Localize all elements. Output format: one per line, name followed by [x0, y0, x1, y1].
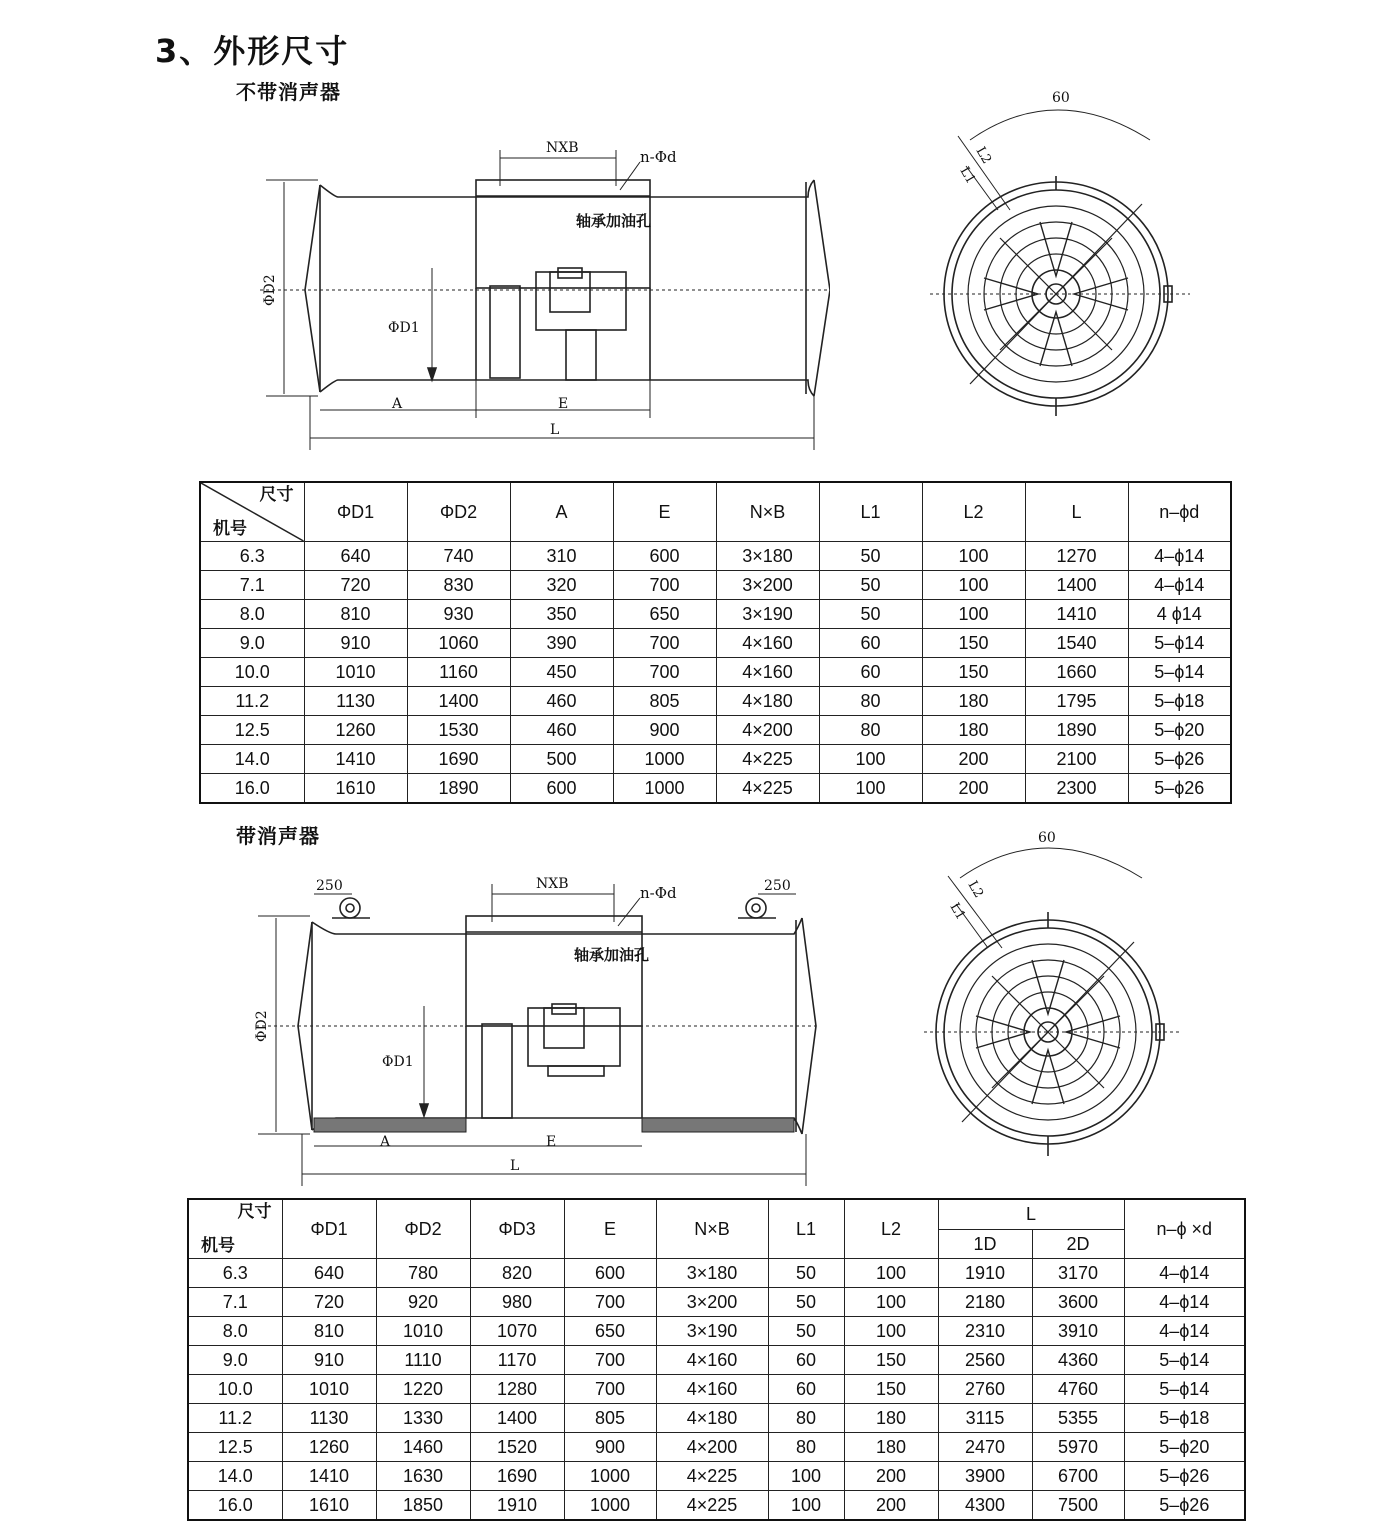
value-cell: 1000: [613, 774, 716, 804]
l-label: L: [510, 1158, 520, 1174]
value-cell: 4–ϕ14: [1128, 542, 1231, 571]
model-cell: 7.1: [188, 1288, 282, 1317]
header-d1: ΦD1: [282, 1199, 376, 1259]
value-cell: 4×225: [716, 745, 819, 774]
table-header-row: [188, 1199, 1245, 1229]
table-row: [188, 1491, 1245, 1521]
value-cell: 1890: [407, 774, 510, 804]
value-cell: 4×160: [716, 629, 819, 658]
value-cell: 5–ϕ26: [1124, 1491, 1245, 1521]
value-cell: 3600: [1032, 1288, 1124, 1317]
angle-label: 60: [1038, 830, 1056, 846]
value-cell: 1540: [1025, 629, 1128, 658]
value-cell: 1520: [470, 1433, 564, 1462]
dimension-table-no-silencer: [199, 481, 1232, 804]
model-cell: 14.0: [200, 745, 304, 774]
value-cell: 1130: [282, 1404, 376, 1433]
model-cell: 8.0: [200, 600, 304, 629]
value-cell: 1260: [304, 716, 407, 745]
value-cell: 100: [844, 1317, 938, 1346]
value-cell: 600: [564, 1259, 656, 1288]
value-cell: 1400: [470, 1404, 564, 1433]
angle-label: 60: [1052, 90, 1070, 106]
oil-hole-label: 轴承加油孔: [576, 212, 652, 230]
value-cell: 100: [844, 1259, 938, 1288]
model-cell: 9.0: [200, 629, 304, 658]
table-header-row: [200, 482, 1231, 542]
corner-cell: [188, 1199, 282, 1259]
header-d1: ΦD1: [304, 482, 407, 542]
value-cell: 50: [768, 1259, 844, 1288]
value-cell: 60: [768, 1346, 844, 1375]
value-cell: 80: [768, 1433, 844, 1462]
header-nxb: N×B: [656, 1199, 768, 1259]
model-cell: 12.5: [188, 1433, 282, 1462]
value-cell: 1530: [407, 716, 510, 745]
table-row: [200, 716, 1231, 745]
value-cell: 900: [564, 1433, 656, 1462]
model-cell: 16.0: [200, 774, 304, 804]
value-cell: 2180: [938, 1288, 1032, 1317]
value-cell: 810: [304, 600, 407, 629]
value-cell: 50: [768, 1288, 844, 1317]
oil-hole-label: 轴承加油孔: [574, 946, 650, 964]
value-cell: 200: [922, 774, 1025, 804]
table-row: [188, 1259, 1245, 1288]
value-cell: 6700: [1032, 1462, 1124, 1491]
value-cell: 4300: [938, 1491, 1032, 1521]
value-cell: 700: [613, 629, 716, 658]
d2-label: ΦD2: [254, 1010, 270, 1042]
value-cell: 5–ϕ14: [1124, 1375, 1245, 1404]
value-cell: 1610: [304, 774, 407, 804]
model-cell: 10.0: [200, 658, 304, 687]
value-cell: 5–ϕ26: [1128, 745, 1231, 774]
value-cell: 920: [376, 1288, 470, 1317]
value-cell: 200: [844, 1491, 938, 1521]
value-cell: 805: [564, 1404, 656, 1433]
table-row: [200, 571, 1231, 600]
value-cell: 1630: [376, 1462, 470, 1491]
table-row: [200, 774, 1231, 804]
value-cell: 900: [613, 716, 716, 745]
d2-label: ΦD2: [262, 274, 278, 306]
model-cell: 16.0: [188, 1491, 282, 1521]
header-n-d: n–ϕ ×d: [1124, 1199, 1245, 1259]
value-cell: 4×225: [716, 774, 819, 804]
table-row: [200, 658, 1231, 687]
l2-label: L2: [964, 878, 986, 901]
l1-label: L1: [946, 900, 968, 923]
model-cell: 10.0: [188, 1375, 282, 1404]
value-cell: 650: [564, 1317, 656, 1346]
value-cell: 1910: [470, 1491, 564, 1521]
value-cell: 180: [922, 716, 1025, 745]
value-cell: 910: [304, 629, 407, 658]
corner-bottom-label: 机号: [213, 519, 247, 538]
value-cell: 1170: [470, 1346, 564, 1375]
value-cell: 640: [282, 1259, 376, 1288]
header-e: E: [613, 482, 716, 542]
value-cell: 5–ϕ26: [1128, 774, 1231, 804]
value-cell: 4×225: [656, 1491, 768, 1521]
model-cell: 9.0: [188, 1346, 282, 1375]
value-cell: 1000: [564, 1491, 656, 1521]
value-cell: 1400: [1025, 571, 1128, 600]
table-row: [188, 1433, 1245, 1462]
value-cell: 5–ϕ20: [1128, 716, 1231, 745]
value-cell: 80: [768, 1404, 844, 1433]
front-view-drawing-no-silencer: [920, 80, 1190, 420]
value-cell: 740: [407, 542, 510, 571]
value-cell: 1330: [376, 1404, 470, 1433]
corner-bottom-label: 机号: [201, 1236, 235, 1255]
value-cell: 50: [768, 1317, 844, 1346]
a-label: A: [392, 396, 403, 412]
model-cell: 12.5: [200, 716, 304, 745]
value-cell: 2760: [938, 1375, 1032, 1404]
d250-right-label: 250: [764, 878, 791, 894]
header-a: A: [510, 482, 613, 542]
value-cell: 100: [819, 745, 922, 774]
l-label: L: [550, 422, 560, 438]
value-cell: 1850: [376, 1491, 470, 1521]
value-cell: 2470: [938, 1433, 1032, 1462]
subheader-1d: 1D: [938, 1229, 1032, 1258]
value-cell: 150: [922, 658, 1025, 687]
table-row: [200, 687, 1231, 716]
value-cell: 460: [510, 687, 613, 716]
value-cell: 700: [564, 1375, 656, 1404]
header-l2: L2: [844, 1199, 938, 1259]
value-cell: 700: [564, 1288, 656, 1317]
value-cell: 180: [844, 1404, 938, 1433]
value-cell: 150: [844, 1375, 938, 1404]
table-row: [200, 629, 1231, 658]
value-cell: 1160: [407, 658, 510, 687]
value-cell: 180: [922, 687, 1025, 716]
value-cell: 100: [768, 1491, 844, 1521]
e-label: E: [558, 396, 569, 412]
value-cell: 5–ϕ14: [1124, 1346, 1245, 1375]
value-cell: 4–ϕ14: [1124, 1317, 1245, 1346]
value-cell: 60: [768, 1375, 844, 1404]
value-cell: 4–ϕ14: [1128, 571, 1231, 600]
value-cell: 3×180: [716, 542, 819, 571]
value-cell: 1690: [470, 1462, 564, 1491]
value-cell: 1410: [1025, 600, 1128, 629]
value-cell: 60: [819, 629, 922, 658]
value-cell: 1910: [938, 1259, 1032, 1288]
header-d3: ΦD3: [470, 1199, 564, 1259]
value-cell: 600: [510, 774, 613, 804]
value-cell: 200: [844, 1462, 938, 1491]
value-cell: 5–ϕ14: [1128, 658, 1231, 687]
value-cell: 5–ϕ18: [1124, 1404, 1245, 1433]
value-cell: 3×200: [656, 1288, 768, 1317]
value-cell: 4×180: [716, 687, 819, 716]
model-cell: 6.3: [188, 1259, 282, 1288]
table-row: [188, 1404, 1245, 1433]
value-cell: 5–ϕ18: [1128, 687, 1231, 716]
value-cell: 100: [922, 542, 1025, 571]
value-cell: 830: [407, 571, 510, 600]
value-cell: 600: [613, 542, 716, 571]
value-cell: 2100: [1025, 745, 1128, 774]
value-cell: 1660: [1025, 658, 1128, 687]
header-l1: L1: [819, 482, 922, 542]
value-cell: 3×190: [716, 600, 819, 629]
value-cell: 700: [613, 658, 716, 687]
value-cell: 1410: [282, 1462, 376, 1491]
corner-cell: [200, 482, 304, 542]
value-cell: 1010: [304, 658, 407, 687]
model-cell: 14.0: [188, 1462, 282, 1491]
table-row: [188, 1288, 1245, 1317]
header-nxb: N×B: [716, 482, 819, 542]
value-cell: 910: [282, 1346, 376, 1375]
value-cell: 4×160: [716, 658, 819, 687]
value-cell: 100: [922, 571, 1025, 600]
value-cell: 700: [564, 1346, 656, 1375]
table-row: [188, 1317, 1245, 1346]
value-cell: 1460: [376, 1433, 470, 1462]
nxb-label: NXB: [546, 140, 579, 156]
table-row: [188, 1346, 1245, 1375]
value-cell: 1610: [282, 1491, 376, 1521]
header-l: L: [938, 1199, 1124, 1229]
value-cell: 1795: [1025, 687, 1128, 716]
value-cell: 720: [282, 1288, 376, 1317]
value-cell: 1260: [282, 1433, 376, 1462]
value-cell: 1010: [282, 1375, 376, 1404]
model-cell: 11.2: [200, 687, 304, 716]
value-cell: 4×180: [656, 1404, 768, 1433]
value-cell: 1070: [470, 1317, 564, 1346]
value-cell: 640: [304, 542, 407, 571]
value-cell: 3×180: [656, 1259, 768, 1288]
value-cell: 4–ϕ14: [1124, 1288, 1245, 1317]
a-label: A: [380, 1134, 391, 1150]
value-cell: 2560: [938, 1346, 1032, 1375]
value-cell: 1060: [407, 629, 510, 658]
value-cell: 1110: [376, 1346, 470, 1375]
value-cell: 980: [470, 1288, 564, 1317]
value-cell: 3910: [1032, 1317, 1124, 1346]
value-cell: 100: [844, 1288, 938, 1317]
value-cell: 1400: [407, 687, 510, 716]
value-cell: 4×160: [656, 1375, 768, 1404]
value-cell: 3×190: [656, 1317, 768, 1346]
value-cell: 100: [768, 1462, 844, 1491]
value-cell: 1270: [1025, 542, 1128, 571]
subheader-2d: 2D: [1032, 1229, 1124, 1258]
header-n-d: n–ϕd: [1128, 482, 1231, 542]
value-cell: 930: [407, 600, 510, 629]
nphid-label: n-Φd: [640, 884, 677, 902]
value-cell: 460: [510, 716, 613, 745]
value-cell: 100: [819, 774, 922, 804]
value-cell: 5970: [1032, 1433, 1124, 1462]
d250-left-label: 250: [316, 878, 343, 894]
value-cell: 4760: [1032, 1375, 1124, 1404]
value-cell: 1000: [613, 745, 716, 774]
value-cell: 5–ϕ26: [1124, 1462, 1245, 1491]
value-cell: 150: [844, 1346, 938, 1375]
section-title-with-silencer: 带消声器: [236, 824, 320, 848]
table-row: [188, 1462, 1245, 1491]
value-cell: 50: [819, 600, 922, 629]
value-cell: 2300: [1025, 774, 1128, 804]
value-cell: 150: [922, 629, 1025, 658]
value-cell: 4×160: [656, 1346, 768, 1375]
value-cell: 4–ϕ14: [1124, 1259, 1245, 1288]
l1-label: L1: [956, 164, 978, 187]
value-cell: 700: [613, 571, 716, 600]
value-cell: 4×200: [716, 716, 819, 745]
header-d2: ΦD2: [407, 482, 510, 542]
value-cell: 3×200: [716, 571, 819, 600]
value-cell: 100: [922, 600, 1025, 629]
header-l2: L2: [922, 482, 1025, 542]
table-row: [200, 542, 1231, 571]
value-cell: 80: [819, 716, 922, 745]
value-cell: 390: [510, 629, 613, 658]
value-cell: 4×225: [656, 1462, 768, 1491]
value-cell: 3900: [938, 1462, 1032, 1491]
value-cell: 1130: [304, 687, 407, 716]
value-cell: 3170: [1032, 1259, 1124, 1288]
side-view-drawing-no-silencer: [250, 130, 830, 460]
value-cell: 820: [470, 1259, 564, 1288]
value-cell: 80: [819, 687, 922, 716]
value-cell: 5–ϕ14: [1128, 629, 1231, 658]
value-cell: 60: [819, 658, 922, 687]
model-cell: 8.0: [188, 1317, 282, 1346]
header-e: E: [564, 1199, 656, 1259]
value-cell: 200: [922, 745, 1025, 774]
value-cell: 4360: [1032, 1346, 1124, 1375]
table-row: [200, 600, 1231, 629]
page-heading: 3、外形尺寸: [155, 32, 350, 70]
e-label: E: [546, 1134, 557, 1150]
nphid-label: n-Φd: [640, 148, 677, 166]
value-cell: 720: [304, 571, 407, 600]
value-cell: 1280: [470, 1375, 564, 1404]
header-l: L: [1025, 482, 1128, 542]
value-cell: 350: [510, 600, 613, 629]
d1-label: ΦD1: [382, 1054, 414, 1070]
value-cell: 450: [510, 658, 613, 687]
value-cell: 180: [844, 1433, 938, 1462]
value-cell: 805: [613, 687, 716, 716]
nxb-label: NXB: [536, 876, 569, 892]
value-cell: 50: [819, 571, 922, 600]
table-row: [200, 745, 1231, 774]
value-cell: 5355: [1032, 1404, 1124, 1433]
section-title-no-silencer: 不带消声器: [236, 80, 341, 104]
d1-label: ΦD1: [388, 320, 420, 336]
header-d2: ΦD2: [376, 1199, 470, 1259]
value-cell: 4 ϕ14: [1128, 600, 1231, 629]
value-cell: 310: [510, 542, 613, 571]
value-cell: 4×200: [656, 1433, 768, 1462]
value-cell: 1220: [376, 1375, 470, 1404]
corner-top-label: 尺寸: [237, 1202, 272, 1221]
value-cell: 50: [819, 542, 922, 571]
value-cell: 500: [510, 745, 613, 774]
model-cell: 7.1: [200, 571, 304, 600]
value-cell: 1690: [407, 745, 510, 774]
corner-top-label: 尺寸: [259, 485, 294, 504]
value-cell: 1890: [1025, 716, 1128, 745]
value-cell: 7500: [1032, 1491, 1124, 1521]
table-row: [188, 1375, 1245, 1404]
dimension-table-with-silencer: [187, 1198, 1246, 1521]
l2-label: L2: [972, 144, 994, 167]
model-cell: 6.3: [200, 542, 304, 571]
value-cell: 2310: [938, 1317, 1032, 1346]
value-cell: 1010: [376, 1317, 470, 1346]
value-cell: 1410: [304, 745, 407, 774]
front-view-drawing-with-silencer: [920, 822, 1190, 1162]
value-cell: 3115: [938, 1404, 1032, 1433]
value-cell: 1000: [564, 1462, 656, 1491]
side-view-drawing-with-silencer: [250, 870, 830, 1190]
value-cell: 780: [376, 1259, 470, 1288]
value-cell: 650: [613, 600, 716, 629]
model-cell: 11.2: [188, 1404, 282, 1433]
value-cell: 810: [282, 1317, 376, 1346]
value-cell: 5–ϕ20: [1124, 1433, 1245, 1462]
value-cell: 320: [510, 571, 613, 600]
header-l1: L1: [768, 1199, 844, 1259]
